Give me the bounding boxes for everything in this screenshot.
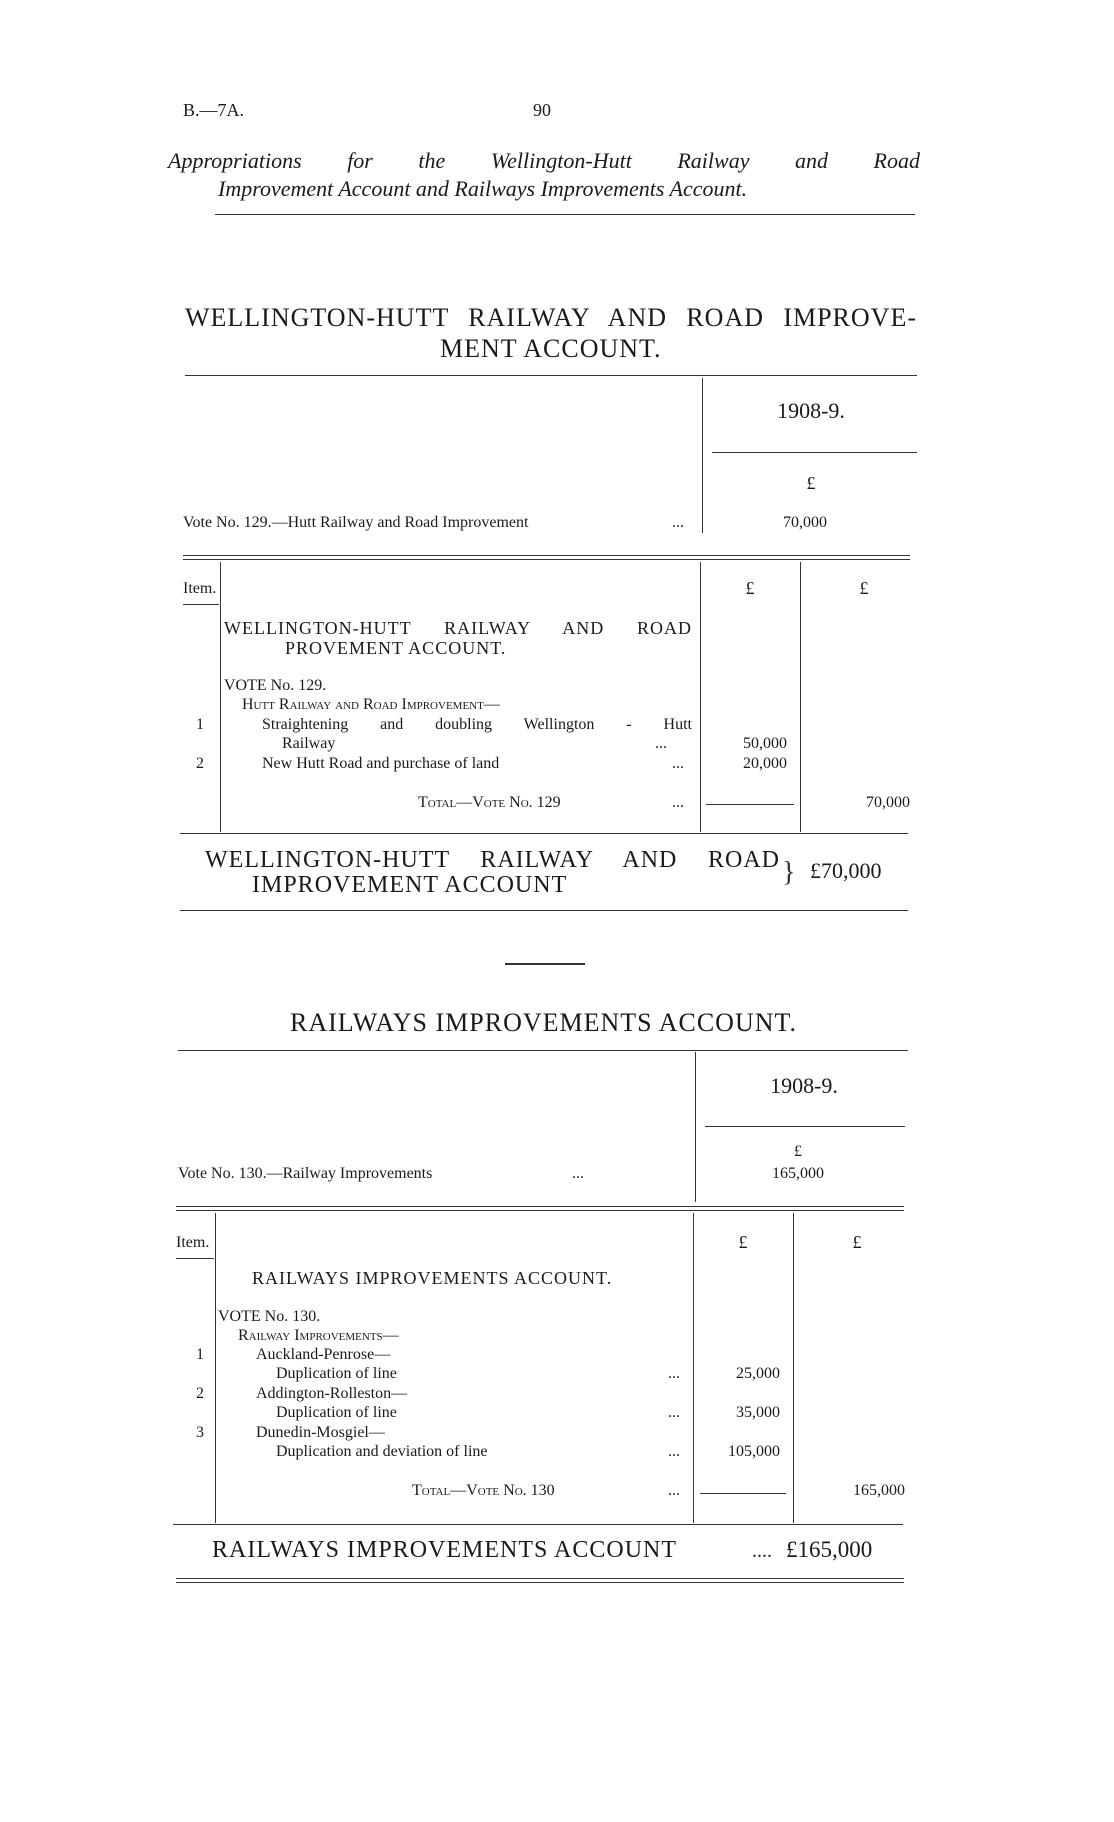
section1-col2-currency: £	[859, 578, 869, 598]
section2-item-divider	[215, 1213, 216, 1523]
section1-summary-amount: £70,000	[810, 858, 882, 883]
section1-currency: £	[806, 473, 816, 493]
section2-col1-divider	[693, 1213, 694, 1523]
page-heading-line2: Improvement Account and Railways Improvements Account.	[218, 176, 748, 201]
section1-summary-line1: WELLINGTON-HUTT RAILWAY AND ROAD	[205, 847, 780, 873]
section2-summary-rule	[176, 1578, 904, 1583]
section2-vote-amount: 165,000	[772, 1165, 824, 1182]
section2-total-rule	[700, 1493, 786, 1494]
section2-item-header: Item.	[176, 1234, 210, 1251]
section2-top-rule	[178, 1050, 908, 1051]
section2-item-1-number: 1	[196, 1346, 204, 1363]
section2-item-2-amount: 35,000	[736, 1404, 780, 1421]
section1-item-2-description: New Hutt Road and purchase of land	[262, 755, 500, 772]
page-number: 90	[533, 100, 551, 120]
section1-summary-rule	[180, 910, 908, 911]
section2-vote-divider	[695, 1052, 696, 1202]
section2-item-2-place: Addington-Rolleston—	[256, 1385, 408, 1402]
section2-year-rule	[705, 1126, 905, 1127]
section1-account-line1: WELLINGTON-HUTT RAILWAY AND ROAD	[224, 618, 692, 638]
section2-year: 1908-9.	[770, 1073, 838, 1098]
section1-title-line1: WELLINGTON-HUTT RAILWAY AND ROAD IMPROVE-	[185, 303, 917, 332]
section1-total-amount: 70,000	[866, 794, 910, 811]
section1-col1-currency: £	[745, 578, 755, 598]
section1-year: 1908-9.	[777, 398, 845, 423]
section2-vote-dots: ...	[572, 1165, 584, 1182]
section2-item-2-dots: ...	[668, 1404, 680, 1421]
section2-item-1-dots: ...	[668, 1365, 680, 1382]
section2-item-3-number: 3	[196, 1424, 204, 1441]
section1-vote-label: Vote No. 129.—Hutt Railway and Road Improvement	[183, 514, 529, 531]
section2-vote-no: VOTE No. 130.	[218, 1308, 321, 1325]
section2-summary-amount: £165,000	[786, 1537, 873, 1562]
section2-total-amount: 165,000	[853, 1482, 905, 1499]
section2-item-1-description: Duplication of line	[276, 1365, 397, 1382]
section2-summary-dots: ....	[752, 1540, 772, 1562]
section1-year-rule	[712, 452, 917, 453]
section1-total-rule	[706, 804, 794, 805]
section2-item-1-amount: 25,000	[736, 1365, 780, 1382]
section1-vote-divider	[702, 378, 703, 533]
section1-item-1-description: Straightening and doubling Wellington - Hutt	[262, 716, 692, 733]
section2-account-title: RAILWAYS IMPROVEMENTS ACCOUNT.	[252, 1268, 613, 1288]
section1-item-1-amount: 50,000	[743, 735, 787, 752]
section2-currency: £	[794, 1143, 802, 1160]
section2-vote-label: Vote No. 130.—Railway Improvements	[178, 1165, 433, 1182]
section1-col2-divider	[800, 562, 801, 832]
section1-vote-amount: 70,000	[783, 514, 827, 531]
heading-rule	[215, 214, 915, 215]
section2-item-header-rule	[176, 1258, 214, 1259]
section2-item-1-place: Auckland-Penrose—	[256, 1346, 391, 1363]
section1-item-divider	[220, 562, 221, 832]
section1-col1-divider	[700, 562, 701, 832]
section1-title-line2: MENT ACCOUNT.	[440, 334, 662, 363]
section2-item-2-description: Duplication of line	[276, 1404, 397, 1421]
section2-item-3-description: Duplication and deviation of line	[276, 1443, 488, 1460]
section-separator	[505, 963, 585, 965]
section1-summary-brace: }	[782, 857, 796, 888]
section2-col1-currency: £	[738, 1232, 748, 1252]
document-ref: B.—7A.	[183, 100, 245, 120]
section2-item-3-place: Dunedin-Mosgiel—	[256, 1424, 385, 1441]
section2-summary-label: RAILWAYS IMPROVEMENTS ACCOUNT	[212, 1537, 678, 1563]
section2-double-rule	[176, 1206, 904, 1211]
section2-total-label: Total—Vote No. 130	[412, 1482, 555, 1499]
section1-account-line2: PROVEMENT ACCOUNT.	[285, 638, 507, 658]
section1-vote-no: VOTE No. 129.	[224, 677, 327, 694]
section2-col2-currency: £	[852, 1232, 862, 1252]
section2-item-3-amount: 105,000	[728, 1443, 780, 1460]
section1-item-1-description-cont: Railway	[282, 735, 336, 752]
section1-total-label: Total—Vote No. 129	[418, 794, 561, 811]
section2-item-2-number: 2	[196, 1385, 204, 1402]
section1-vote-dots: ...	[672, 514, 684, 531]
section2-subhead: Railway Improvements—	[238, 1327, 399, 1344]
section1-top-rule	[185, 375, 917, 376]
section1-total-dots: ...	[672, 794, 684, 811]
section2-item-3-dots: ...	[668, 1443, 680, 1460]
section1-double-rule	[183, 555, 910, 560]
section1-item-1-dots: ...	[655, 735, 667, 752]
section1-item-2-number: 2	[196, 755, 204, 772]
section2-col2-divider	[793, 1213, 794, 1523]
page-heading-line1: Appropriations for the Wellington-Hutt Railway and Road	[168, 148, 920, 173]
section1-item-header-rule	[183, 604, 219, 605]
section1-summary-line2: IMPROVEMENT ACCOUNT	[252, 872, 568, 898]
section1-item-2-dots: ...	[672, 755, 684, 772]
section2-title: RAILWAYS IMPROVEMENTS ACCOUNT.	[290, 1008, 797, 1037]
section1-item-1-number: 1	[196, 716, 204, 733]
section1-item-2-amount: 20,000	[743, 755, 787, 772]
section1-table-bottom-rule	[180, 833, 908, 834]
section1-item-header: Item.	[183, 580, 217, 597]
section1-subhead: Hutt Railway and Road Improvement—	[242, 696, 500, 713]
section2-table-bottom-rule	[173, 1524, 903, 1525]
section2-total-dots: ...	[668, 1482, 680, 1499]
